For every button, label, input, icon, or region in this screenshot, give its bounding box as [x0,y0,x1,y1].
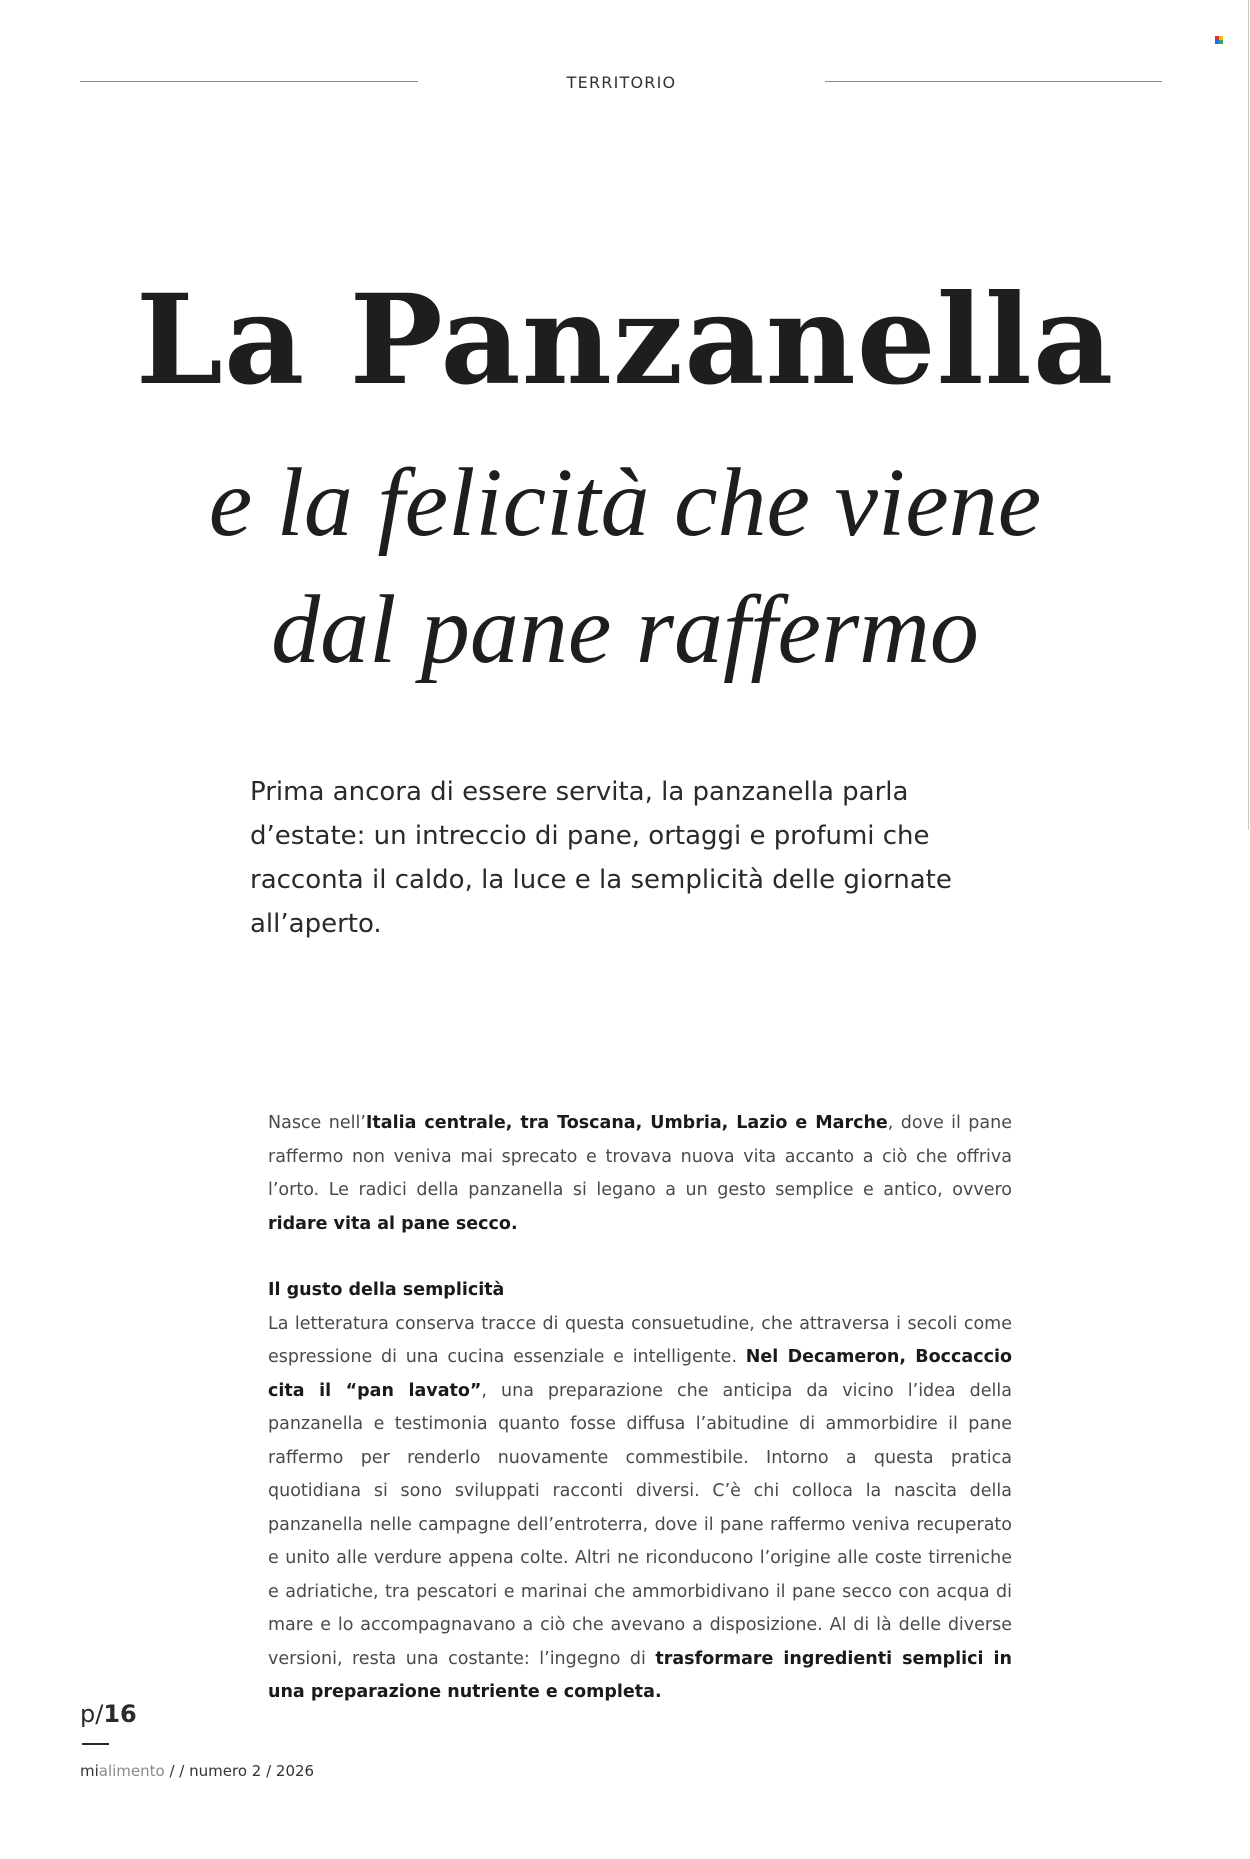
text-run: Nasce nell’ [268,1113,366,1133]
bold-run: Italia centrale, tra Toscana, Umbria, Lazio e Marche [365,1113,888,1133]
color-mark-green [1219,40,1223,44]
masthead-alimento: alimento [98,1762,165,1780]
masthead-issue: / / numero 2 / 2026 [164,1762,315,1780]
page-number-rule [82,1743,109,1745]
bold-run: ridare vita al pane secco. [268,1213,518,1234]
text-run: , una preparazione che anticipa da vicino l’idea della panzanella e testimonia quanto fosse diffusa l’abitudine di ammorbidire il pane raffermo per renderlo nuovamente commestibile. Intorno a questa pratica quotidiana si sono sviluppati racconti diversi. C’è chi colloca la nascita della panzanella nelle campagne dell’entroterra, dove il pane raffermo veniva recuperato e unito alle verdure appena colte. Altri ne riconducono l’origine alle coste tirreniche e adriatiche, tra pescatori e marinai che ammorbidivano il pane secco con acqua di mare e lo accompagnavano a ciò che avevano a disposizione. Al di là delle diverse versioni, resta una costante: l’ingegno di [268,1380,1012,1669]
article-subtitle [0,440,1250,694]
text-run: La letteratura conserva tracce di questa consuetudine, che attraversa i secoli come espressione di una cucina essenziale e intelligente. [268,1313,1012,1367]
body-paragraph-1 [268,1107,1012,1241]
masthead-mi: mi [80,1762,99,1780]
masthead-footer [80,1762,314,1780]
text-run: , dove il pane raffermo non veniva mai sprecato e trovava nuova vita accanto a ciò che offriva l’orto. Le radici della panzanella si legano a un gesto semplice e antico, ovvero [268,1113,1013,1200]
section-label: TERRITORIO [566,73,677,92]
article-lead: Prima ancora di essere servita, la panzanella parla d’estate: un intreccio di pane, ortaggi e profumi che racconta il caldo, la luce e la semplicità delle giornate all’aperto. [250,777,952,939]
article-title: La Panzanella [135,268,1115,413]
page-prefix: p/ [80,1700,104,1728]
subtitle-line-1: e la felicità che viene [208,449,1042,557]
color-mark-icon [1215,36,1223,44]
body-paragraph-2 [268,1308,1012,1710]
header-rule-right [825,81,1162,82]
article-body [268,1107,1012,1710]
page-number-value: 16 [103,1700,137,1728]
subtitle-line-2: dal pane raffermo [271,576,979,684]
bold-run: Nel Decameron, Boccaccio cita il “pan lavato” [268,1347,1012,1401]
page-number [80,1700,137,1728]
bold-run: trasformare ingredienti semplici in una preparazione nutriente e completa. [268,1648,1012,1702]
body-subheading: Il gusto della semplicità [268,1280,505,1300]
header-rule-left [80,81,418,82]
